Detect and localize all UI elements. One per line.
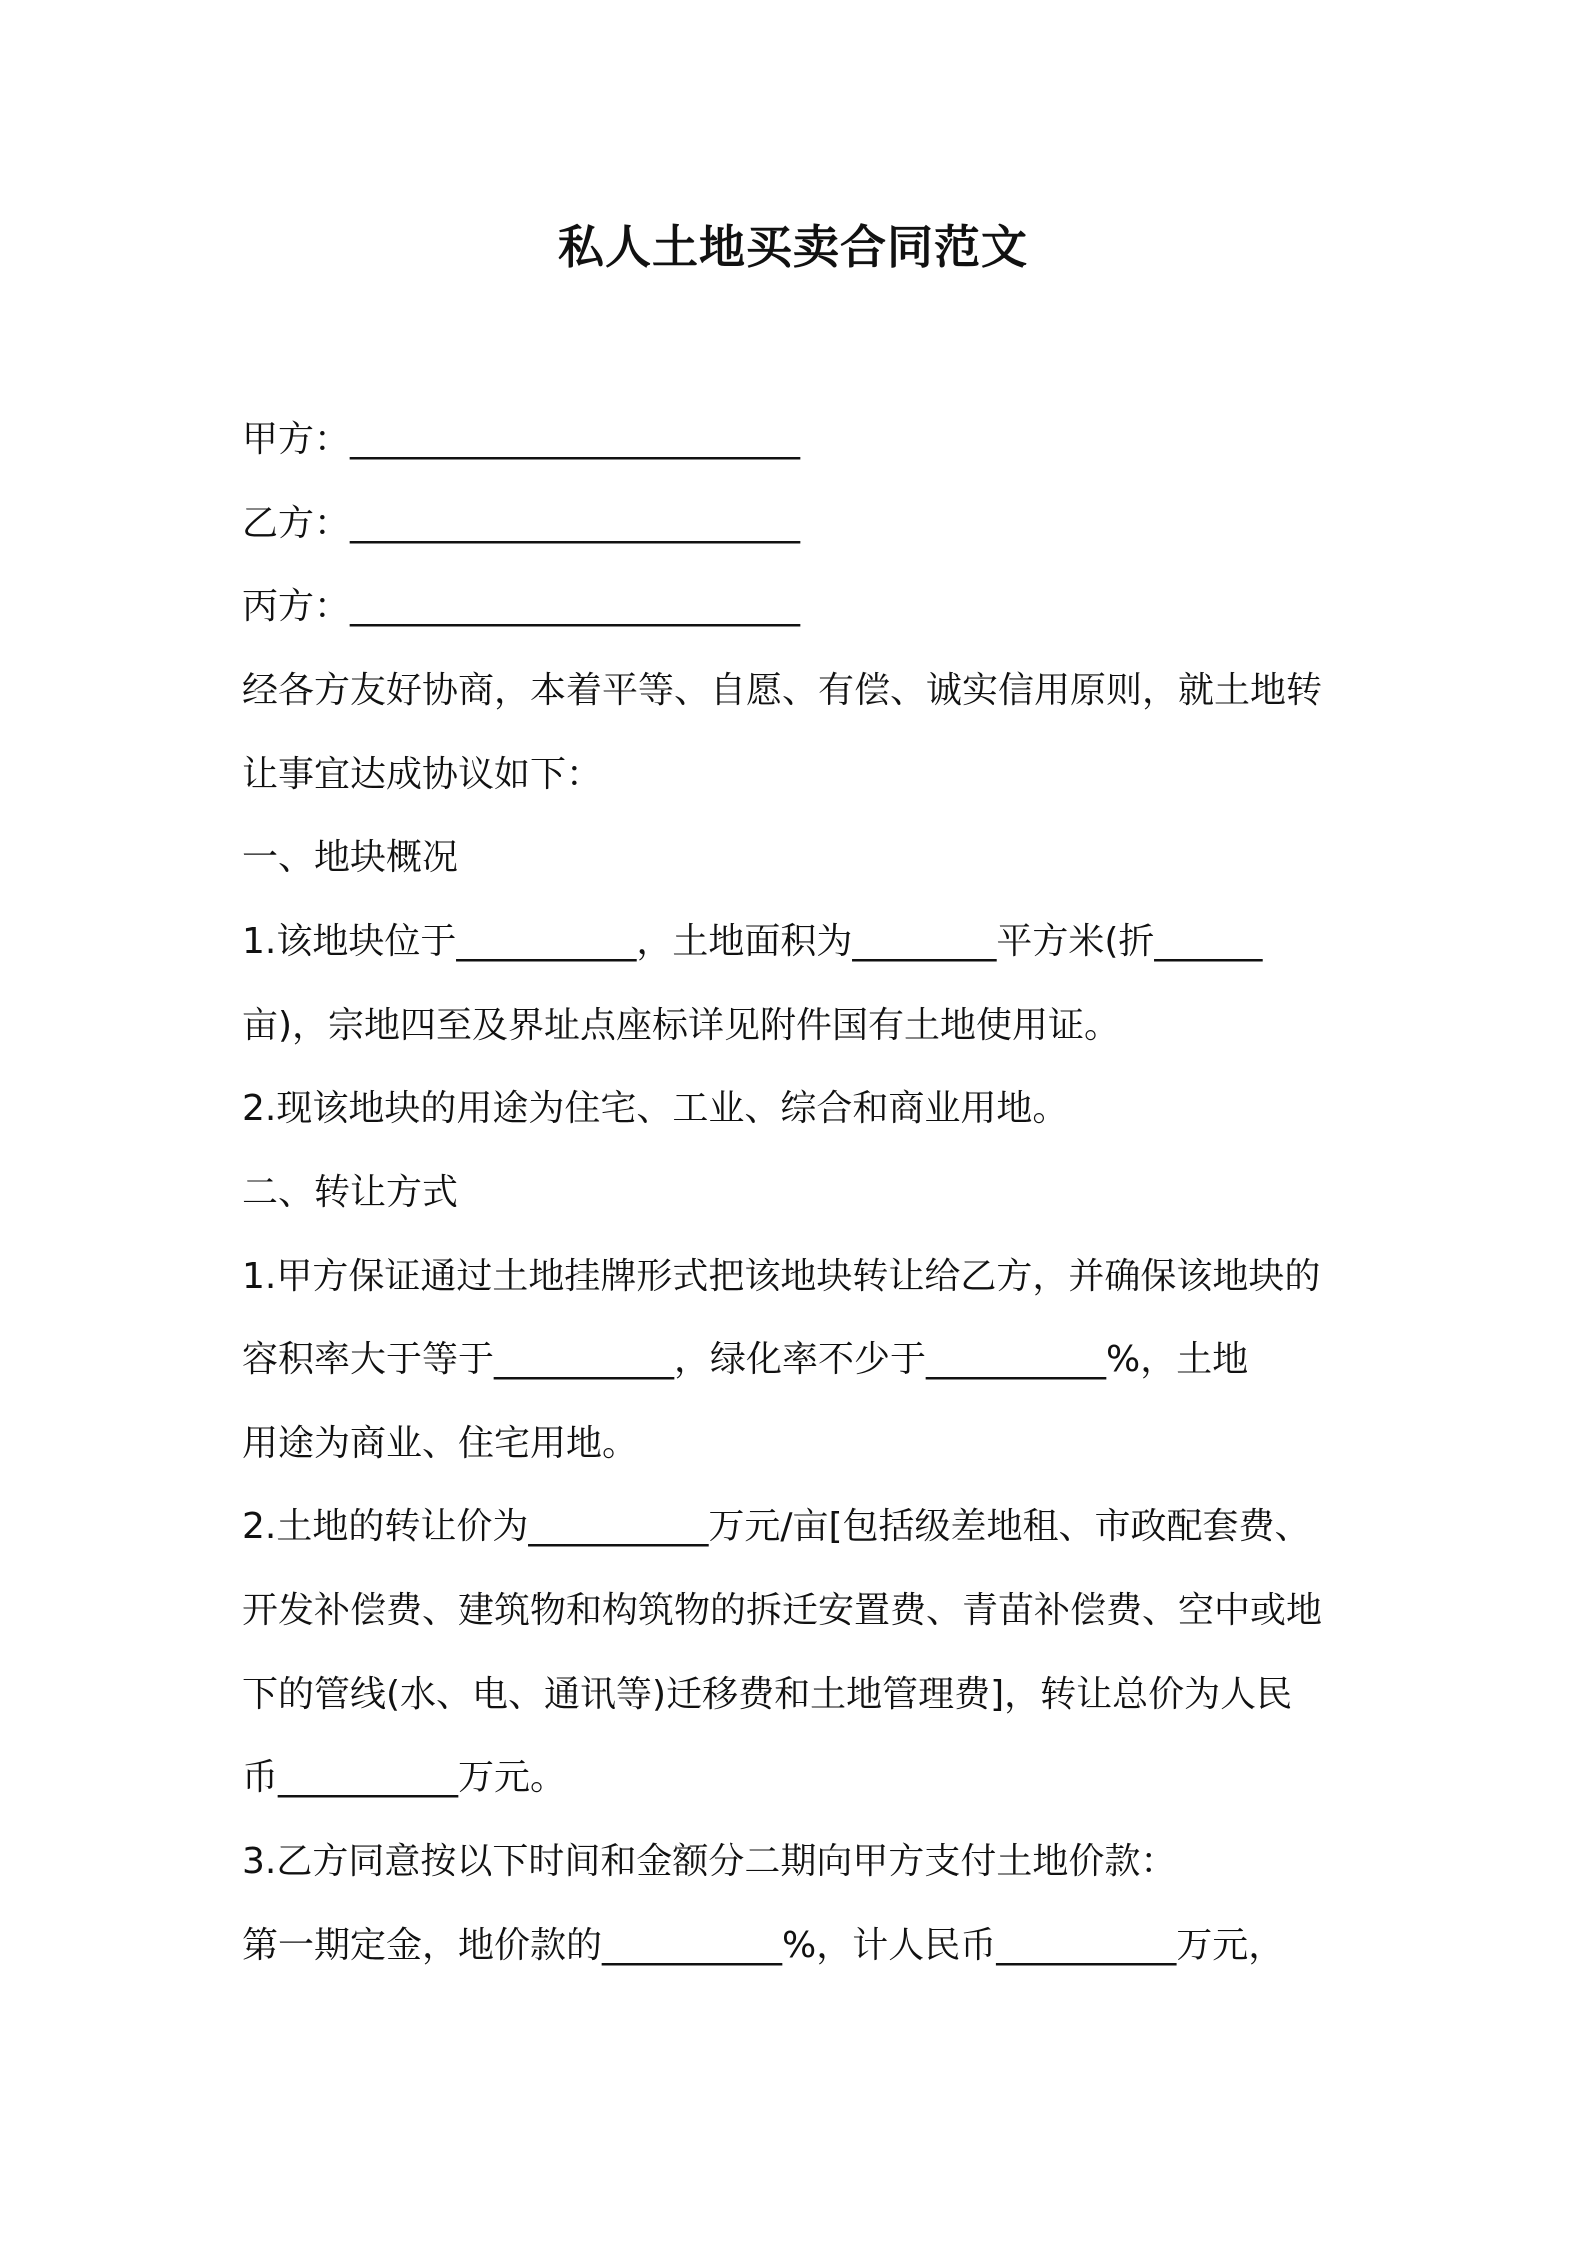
clause-1-1-line-2: 亩)，宗地四至及界址点座标详见附件国有土地使用证。	[242, 1005, 1121, 1046]
clause-2-3-phase-1: 第一期定金，地价款的__________%，计人民币__________万元，	[242, 1925, 1285, 1966]
clause-2-2-line-3: 下的管线(水、电、通讯等)迁移费和土地管理费]，转让总价为人民	[242, 1674, 1293, 1715]
party-c-line: 丙方：_________________________	[242, 586, 801, 627]
clause-2-2-line-4: 币__________万元。	[242, 1757, 567, 1798]
clause-2-2-line-1: 2.土地的转让价为__________万元/亩[包括级差地租、市政配套费、	[242, 1506, 1311, 1547]
preamble-line-1: 经各方友好协商，本着平等、自愿、有偿、诚实信用原则，就土地转	[242, 670, 1323, 711]
clause-2-3: 3.乙方同意按以下时间和金额分二期向甲方支付土地价款：	[242, 1841, 1177, 1882]
party-a-line: 甲方：_________________________	[242, 419, 801, 460]
party-b-line: 乙方：_________________________	[242, 503, 801, 544]
section-heading-1: 一、地块概况	[242, 837, 459, 878]
clause-1-1-line-1: 1.该地块位于__________，土地面积为________平方米(折______	[242, 921, 1263, 962]
clause-2-2-line-2: 开发补偿费、建筑物和构筑物的拆迁安置费、青苗补偿费、空中或地	[242, 1590, 1323, 1631]
clause-2-1-line-2: 容积率大于等于__________，绿化率不少于__________%，土地	[242, 1339, 1249, 1380]
document-title: 私人土地买卖合同范文	[558, 220, 1028, 274]
clause-2-1-line-3: 用途为商业、住宅用地。	[242, 1423, 639, 1464]
clause-2-1-line-1: 1.甲方保证通过土地挂牌形式把该地块转让给乙方，并确保该地块的	[242, 1256, 1321, 1297]
section-heading-2: 二、转让方式	[242, 1172, 459, 1213]
preamble-line-2: 让事宜达成协议如下：	[242, 754, 603, 795]
clause-1-2: 2.现该地块的用途为住宅、工业、综合和商业用地。	[242, 1088, 1069, 1129]
